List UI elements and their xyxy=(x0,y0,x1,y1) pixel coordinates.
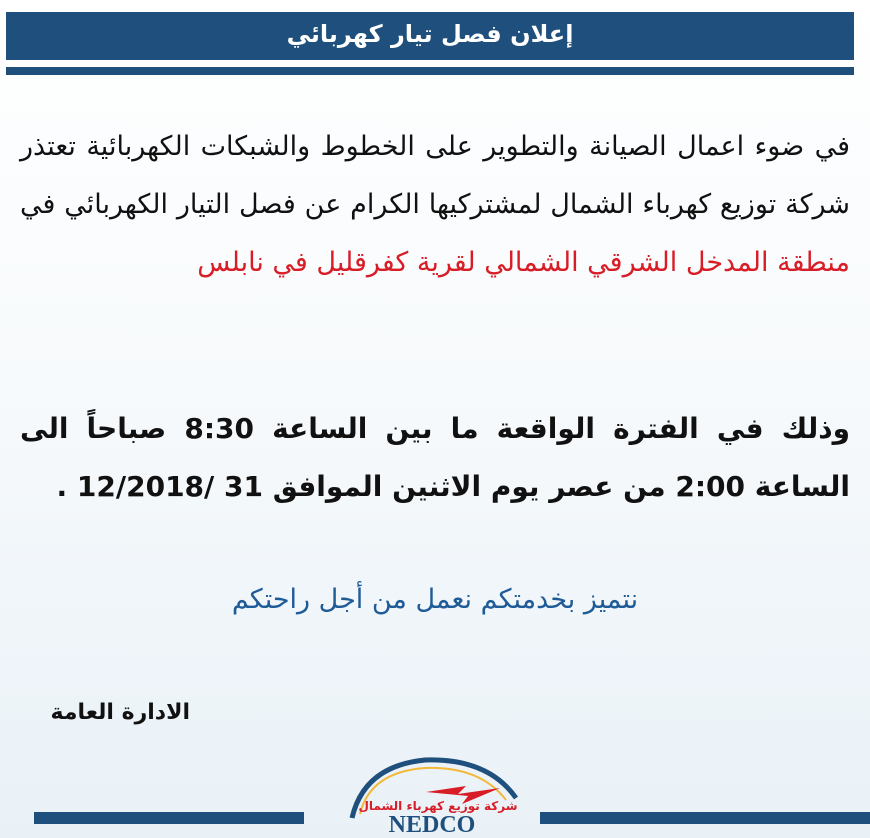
announcement-paragraph-1 xyxy=(20,118,850,292)
footer-stripe-left xyxy=(34,812,304,824)
nedco-logo xyxy=(330,752,540,838)
header-bar xyxy=(6,12,854,60)
paragraph-1-text: في ضوء اعمال الصيانة والتطوير على الخطوط والشبكات الكهربائية تعتذر شركة توزيع كهرباء الشمال لمشتركيها الكرام عن فصل التيار الكهربائي في xyxy=(20,131,850,220)
announcement-paragraph-2: وذلك في الفترة الواقعة ما بين الساعة 8:30 صباحاً الى الساعة 2:00 من عصر يوم الاثنين الموافق 31 /12/2018 . xyxy=(20,412,850,503)
signature: الادارة العامة xyxy=(50,700,190,725)
announcement-title: إعلان فصل تيار كهربائي xyxy=(286,20,574,48)
logo-latin-name: NEDCO xyxy=(388,812,476,838)
header-divider xyxy=(6,67,854,75)
logo-arabic-name: شركة توزيع كهرباء الشمال xyxy=(358,799,518,813)
footer-stripe-right xyxy=(540,812,870,824)
affected-area: منطقة المدخل الشرقي الشمالي لقرية كفرقليل في نابلس xyxy=(197,247,850,278)
company-slogan: نتميز بخدمتكم نعمل من أجل راحتكم xyxy=(231,584,639,615)
